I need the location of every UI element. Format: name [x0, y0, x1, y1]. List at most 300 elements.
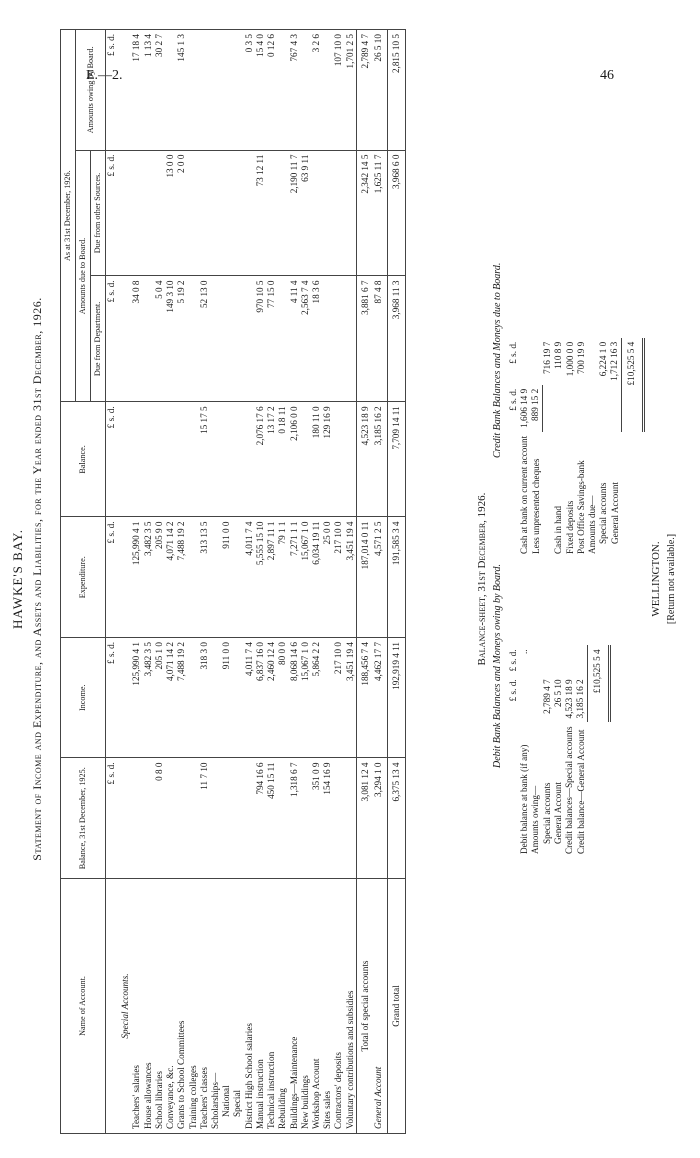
cell-balance-1925 — [345, 758, 357, 879]
col-balance-1925-header: Balance, 31st December, 1925. — [61, 758, 106, 879]
bs-col2 — [575, 645, 587, 675]
cell-expenditure: 15,067 1 0 — [300, 517, 311, 638]
bs-row — [576, 338, 587, 558]
cell-balance-1925 — [232, 758, 243, 879]
lsd-cell: £ s. d. — [106, 402, 118, 517]
cell-balance-1925 — [143, 758, 154, 879]
table-row — [244, 30, 255, 1134]
cell-balance-1925: 6,375 13 4 — [388, 758, 406, 879]
cell-expenditure: 4,071 14 2 — [165, 517, 176, 638]
bs-label: Amounts owing— — [530, 785, 541, 854]
cell-due-other — [266, 150, 277, 276]
cell-owing: 30 2 7 — [154, 30, 165, 151]
lsd-cell: £ s. d. — [106, 276, 118, 402]
col-name-header: Name of Account. — [61, 878, 106, 1133]
section-row — [117, 30, 131, 1134]
lsd-cell: £ s. d. — [508, 388, 518, 411]
table-row — [277, 30, 288, 1134]
cell-income: 217 10 0 — [333, 637, 344, 758]
col-due-other-header: Due from other Sources. — [91, 150, 106, 276]
row-name: House allowances — [143, 878, 154, 1133]
cell-owing — [322, 30, 333, 151]
cell-balance: 2,076 17 6 — [255, 402, 266, 517]
bs-col2: .. — [519, 649, 530, 655]
cell-balance — [188, 402, 199, 517]
bs-col1 — [565, 385, 576, 432]
bs-col2 — [587, 338, 598, 385]
bs-row — [519, 338, 530, 558]
grand-total-row — [388, 30, 406, 1134]
bs-col2: 110 8 9 — [553, 341, 564, 370]
district-title: HAWKE'S BAY. — [10, 529, 25, 629]
cell-due-dept — [210, 276, 221, 402]
bs-col1 — [609, 385, 621, 432]
table-row — [289, 30, 300, 1134]
cell-due-dept — [322, 276, 333, 402]
cell-due-other — [199, 150, 210, 276]
cell-due-dept — [244, 276, 255, 402]
cell-owing: 0 12 6 — [266, 30, 277, 151]
cell-balance — [300, 402, 311, 517]
cell-balance-1925 — [333, 758, 344, 879]
row-name: Teachers' classes — [199, 878, 210, 1133]
cell-balance-1925: 154 16 9 — [322, 758, 333, 879]
cell-balance-1925: 1,318 6 7 — [289, 758, 300, 879]
table-row — [176, 30, 187, 1134]
cell-due-dept — [143, 276, 154, 402]
row-name: Teachers' salaries — [131, 878, 142, 1133]
table-row — [333, 30, 344, 1134]
bs-row — [598, 338, 609, 558]
cell-owing: 3 2 6 — [311, 30, 322, 151]
cell-balance: 4,523 18 9 — [356, 402, 373, 517]
cell-owing — [210, 30, 221, 151]
cell-due-other: 2 0 0 — [176, 150, 187, 276]
cell-due-other: 1,625 11 7 — [373, 150, 388, 276]
col-owing-header: Amounts owing by Board. — [76, 30, 106, 151]
cell-income: 125,990 4 1 — [131, 637, 142, 758]
bs-row — [565, 338, 576, 558]
bs-col2 — [542, 645, 553, 675]
cell-balance — [232, 402, 243, 517]
cell-income: 4,462 17 7 — [373, 637, 388, 758]
cell-balance — [333, 402, 344, 517]
bs-row — [575, 645, 587, 858]
bs-col2 — [530, 645, 541, 675]
bs-col1: 889 15 2 — [530, 385, 542, 432]
cell-due-dept — [188, 276, 199, 402]
table-row — [199, 30, 210, 1134]
cell-due-dept — [277, 276, 288, 402]
lsd-cell: £ s. d. — [508, 341, 518, 364]
cell-due-dept: 149 3 10 — [165, 276, 176, 402]
cell-expenditure — [188, 517, 199, 638]
bs-col1: 3,185 16 2 — [575, 679, 586, 719]
bs-col2 — [530, 338, 542, 385]
cell-owing: 15 4 0 — [255, 30, 266, 151]
cell-due-other — [333, 150, 344, 276]
cell-balance-1925 — [300, 758, 311, 879]
row-name: Buildings—Maintenance — [289, 878, 300, 1133]
col-expenditure-header: Expenditure. — [61, 517, 106, 638]
row-name: Total of special accounts — [356, 878, 373, 1133]
bs-label: Special accounts — [598, 482, 609, 544]
cell-expenditure: 4,571 2 5 — [373, 517, 388, 638]
cell-owing: 17 18 4 — [131, 30, 142, 151]
cell-expenditure: 217 10 0 — [333, 517, 344, 638]
cell-expenditure: 187,014 0 11 — [356, 517, 373, 638]
cell-balance: 2,106 0 0 — [289, 402, 300, 517]
cell-expenditure: 125,990 4 1 — [131, 517, 142, 638]
table-row — [266, 30, 277, 1134]
cell-due-other: 63 9 11 — [300, 150, 311, 276]
cell-income: 205 1 0 — [154, 637, 165, 758]
table-row — [345, 30, 357, 1134]
lsd-cell: £ s. d. — [508, 649, 518, 672]
row-name: Grand total — [388, 878, 406, 1133]
cell-balance — [176, 402, 187, 517]
row-name: General Account — [373, 878, 388, 1133]
bs-row — [519, 645, 530, 858]
cell-due-other — [345, 150, 357, 276]
cell-balance — [154, 402, 165, 517]
cell-due-dept: 4 11 4 — [289, 276, 300, 402]
bs-lsd-row — [508, 338, 519, 558]
cell-balance-1925: 794 16 6 — [255, 758, 266, 879]
row-name: Special — [232, 878, 243, 1133]
cell-expenditure: 911 0 0 — [221, 517, 232, 638]
cell-expenditure: 313 13 5 — [199, 517, 210, 638]
cell-balance-1925 — [176, 758, 187, 879]
cell-owing: 0 3 5 — [244, 30, 255, 151]
cell-income: 318 3 0 — [199, 637, 210, 758]
cell-income: 4,011 7 4 — [244, 637, 255, 758]
cell-due-other: 3,968 6 0 — [388, 150, 406, 276]
cell-owing — [221, 30, 232, 151]
cell-expenditure: 191,585 3 4 — [388, 517, 406, 638]
bs-row — [609, 338, 621, 558]
lsd-cell: £ s. d. — [106, 637, 118, 758]
cell-due-other — [154, 150, 165, 276]
cell-owing: 1 13 4 — [143, 30, 154, 151]
cell-due-dept: 3,881 6 7 — [356, 276, 373, 402]
row-name: Training colleges — [188, 878, 199, 1133]
bs-col2: 6,224 1 0 — [598, 341, 609, 377]
cell-due-other — [277, 150, 288, 276]
bs-label: Debit balance at bank (if any) — [519, 744, 530, 854]
cell-expenditure: 3,482 3 5 — [143, 517, 154, 638]
cell-income: 8,068 14 6 — [289, 637, 300, 758]
cell-balance: 13 17 2 — [266, 402, 277, 517]
cell-balance — [143, 402, 154, 517]
bs-label: Fixed deposits — [564, 500, 575, 554]
table-row — [188, 30, 199, 1134]
cell-income — [188, 637, 199, 758]
cell-due-dept: 5 0 4 — [154, 276, 165, 402]
bs-col2: 700 19 9 — [575, 341, 586, 374]
cell-balance: 129 16 9 — [322, 402, 333, 517]
cell-due-dept: 5 19 2 — [176, 276, 187, 402]
cell-owing — [232, 30, 243, 151]
cell-balance: 180 11 0 — [311, 402, 322, 517]
footer-note: [Return not available.] — [666, 533, 677, 625]
bs-col1 — [519, 675, 530, 722]
cell-balance-1925: 0 8 0 — [154, 758, 165, 879]
bs-lsd-row — [508, 645, 519, 858]
cell-income: 4,071 14 2 — [165, 637, 176, 758]
debit-subtitle: Debit Bank Balances and Moneys owing by Board. — [492, 563, 503, 768]
bs-col1 — [553, 385, 564, 432]
cell-expenditure: 2,897 11 1 — [266, 517, 277, 638]
table-row — [143, 30, 154, 1134]
cell-owing — [165, 30, 176, 151]
table-row — [300, 30, 311, 1134]
cell-due-dept: 87 4 8 — [373, 276, 388, 402]
cell-balance-1925 — [165, 758, 176, 879]
lsd-cell: £ s. d. — [106, 30, 118, 151]
table-row — [210, 30, 221, 1134]
cell-due-dept — [221, 276, 232, 402]
row-name: District High School salaries — [244, 878, 255, 1133]
lsd-cell: £ s. d. — [106, 150, 118, 276]
cell-balance-1925: 11 7 10 — [199, 758, 210, 879]
lsd-cell-name — [106, 878, 118, 1133]
col-due-dept-header: Due from Department. — [91, 276, 106, 402]
cell-expenditure: 7,488 19 2 — [176, 517, 187, 638]
cell-expenditure: 7,271 1 1 — [289, 517, 300, 638]
bs-total: £10,525 5 4 — [587, 645, 609, 722]
page-number: 46 — [600, 68, 614, 83]
cell-balance — [131, 402, 142, 517]
cell-income: 2,460 12 4 — [266, 637, 277, 758]
cell-owing — [188, 30, 199, 151]
row-name: Technical instruction — [266, 878, 277, 1133]
bs-col1: 4,523 18 9 — [564, 679, 575, 719]
cell-balance-1925: 3,081 12 4 — [356, 758, 373, 879]
cell-income — [232, 637, 243, 758]
cell-income: 3,451 19 4 — [345, 637, 357, 758]
cell-balance-1925 — [277, 758, 288, 879]
cell-owing: 145 1 3 — [176, 30, 187, 151]
statement-title: Statement of Income and Expenditure, and Assets and Liabilities, for the Year ended 31st December, 1926. — [30, 297, 44, 861]
bs-col1 — [587, 385, 598, 432]
cell-due-other — [188, 150, 199, 276]
cell-expenditure: 5,555 15 10 — [255, 517, 266, 638]
bs-row — [542, 645, 553, 858]
bs-label: Special accounts — [541, 782, 552, 844]
cell-due-other — [221, 150, 232, 276]
cell-balance — [210, 402, 221, 517]
bs-row — [530, 645, 541, 858]
bs-label — [542, 432, 553, 558]
cell-income: 5,864 2 2 — [311, 637, 322, 758]
bs-row — [553, 338, 564, 558]
total-special-row — [356, 30, 373, 1134]
cell-income — [322, 637, 333, 758]
cell-balance-1925 — [221, 758, 232, 879]
cell-balance: 15 17 5 — [199, 402, 210, 517]
bs-label: Credit balance—General Account — [575, 729, 586, 854]
cell-due-dept: 18 3 6 — [311, 276, 322, 402]
row-name: School libraries — [154, 878, 165, 1133]
row-name: Grants to School Committees — [176, 878, 187, 1133]
cell-balance — [165, 402, 176, 517]
cell-expenditure — [210, 517, 221, 638]
cell-income: 15,067 1 0 — [300, 637, 311, 758]
table-row — [232, 30, 243, 1134]
cell-owing — [277, 30, 288, 151]
cell-due-dept: 77 15 0 — [266, 276, 277, 402]
cell-owing: 2,815 10 5 — [388, 30, 406, 151]
cell-due-dept — [232, 276, 243, 402]
cell-balance: 0 18 11 — [277, 402, 288, 517]
cell-income: 911 0 0 — [221, 637, 232, 758]
row-name: Contractors' deposits — [333, 878, 344, 1133]
bs-row — [553, 645, 564, 858]
cell-due-dept: 970 10 5 — [255, 276, 266, 402]
account-rows — [131, 30, 356, 1134]
bs-label: Credit balances—Special accounts — [564, 726, 575, 854]
bs-label: Less unpresented cheques — [530, 458, 541, 554]
cell-balance-1925 — [188, 758, 199, 879]
bs-col1: 1,606 14 9 — [519, 388, 530, 428]
row-name: Manual instruction — [255, 878, 266, 1133]
bs-row — [542, 338, 553, 558]
cell-balance-1925: 351 0 9 — [311, 758, 322, 879]
cell-income: 3,482 3 5 — [143, 637, 154, 758]
cell-income: 6,837 16 0 — [255, 637, 266, 758]
cell-due-other: 2,190 11 7 — [289, 150, 300, 276]
table-row — [154, 30, 165, 1134]
cell-owing: 26 5 10 — [373, 30, 388, 151]
table-row — [165, 30, 176, 1134]
cell-balance-1925 — [131, 758, 142, 879]
cell-owing — [199, 30, 210, 151]
bs-total-row — [621, 338, 643, 558]
bs-col2 — [564, 645, 575, 675]
cell-balance-1925: 3,294 1 0 — [373, 758, 388, 879]
row-name: Sites sales — [322, 878, 333, 1133]
cell-owing: 1,701 2 5 — [345, 30, 357, 151]
cell-balance — [221, 402, 232, 517]
col-income-header: Income. — [61, 637, 106, 758]
bs-col1 — [598, 385, 609, 432]
row-name: Scholarships— — [210, 878, 221, 1133]
cell-due-other — [322, 150, 333, 276]
cell-expenditure: 6,034 19 11 — [311, 517, 322, 638]
bs-col2: 1,712 16 3 — [609, 341, 620, 381]
debit-table — [508, 645, 611, 858]
cell-balance: 7,709 14 11 — [388, 402, 406, 517]
cell-income: 7,488 19 2 — [176, 637, 187, 758]
cell-due-other: 73 12 11 — [255, 150, 266, 276]
cell-expenditure: 205 9 0 — [154, 517, 165, 638]
cell-balance-1925 — [210, 758, 221, 879]
footer-place: WELLINGTON. — [650, 541, 662, 617]
cell-expenditure — [232, 517, 243, 638]
cell-due-other — [311, 150, 322, 276]
bs-label: Amounts due— — [587, 495, 598, 554]
lsd-cell: £ s. d. — [508, 679, 518, 702]
credit-table — [508, 338, 645, 558]
col-due-to-board-header: Amounts due to Board. — [76, 150, 91, 402]
bs-label: Cash at bank on current account — [519, 435, 530, 554]
row-name: National — [221, 878, 232, 1133]
cell-due-other: 2,342 14 5 — [356, 150, 373, 276]
cell-due-dept: 52 13 0 — [199, 276, 210, 402]
bs-col1 — [542, 385, 553, 432]
lsd-cell: £ s. d. — [106, 758, 118, 879]
cell-due-dept: 3,968 11 3 — [388, 276, 406, 402]
row-name: Workshop Account — [311, 878, 322, 1133]
lsd-row — [106, 30, 118, 1134]
cell-expenditure: 25 0 0 — [322, 517, 333, 638]
cell-income: 188,456 7 4 — [356, 637, 373, 758]
cell-due-other — [232, 150, 243, 276]
bs-row — [587, 338, 598, 558]
bs-col2: 716 19 7 — [542, 341, 553, 374]
cell-owing: 107 10 0 — [333, 30, 344, 151]
row-name: Rebuilding — [277, 878, 288, 1133]
bs-col1: 2,789 4 7 — [541, 679, 552, 714]
cell-income: 192,919 4 11 — [388, 637, 406, 758]
credit-subtitle: Credit Bank Balances and Moneys due to Board. — [492, 262, 503, 458]
bs-col1 — [530, 675, 541, 722]
lsd-cell: £ s. d. — [106, 517, 118, 638]
row-name: Conveyance, &c. — [165, 878, 176, 1133]
cell-expenditure: 4,011 7 4 — [244, 517, 255, 638]
cell-due-other: 13 0 0 — [165, 150, 176, 276]
bs-col1 — [576, 385, 587, 432]
page-code: E.—2. — [86, 68, 123, 83]
bs-row — [564, 645, 575, 858]
section-label: Special Accounts. — [117, 878, 131, 1133]
bs-label: General Account — [609, 482, 620, 544]
col-balance-header: Balance. — [61, 402, 106, 517]
cell-due-other — [143, 150, 154, 276]
cell-balance — [345, 402, 357, 517]
table-row — [322, 30, 333, 1134]
cell-owing: 767 4 3 — [289, 30, 300, 151]
table-row — [131, 30, 142, 1134]
cell-due-dept — [345, 276, 357, 402]
cell-due-dept: 2,563 7 4 — [300, 276, 311, 402]
cell-due-dept — [333, 276, 344, 402]
bs-total-row — [587, 645, 609, 858]
bs-label: Cash in hand — [553, 506, 564, 554]
cell-balance — [244, 402, 255, 517]
row-name: Voluntary contributions and subsidies — [345, 878, 357, 1133]
cell-due-other — [131, 150, 142, 276]
col-as-at-header: As at 31st December, 1926. — [61, 30, 76, 402]
cell-balance-1925 — [244, 758, 255, 879]
cell-income — [210, 637, 221, 758]
cell-expenditure: 3,451 19 4 — [345, 517, 357, 638]
balance-sheet-title: Balance-sheet, 31st December, 1926. — [476, 492, 488, 666]
income-expenditure-table — [60, 29, 406, 1134]
cell-due-other — [210, 150, 221, 276]
bs-total: £10,525 5 4 — [621, 338, 643, 432]
cell-owing — [300, 30, 311, 151]
cell-income: 80 0 0 — [277, 637, 288, 758]
bs-col2: 1,000 0 0 — [564, 341, 575, 377]
cell-balance: 3,185 16 2 — [373, 402, 388, 517]
cell-due-dept: 34 0 8 — [131, 276, 142, 402]
cell-balance-1925: 450 15 11 — [266, 758, 277, 879]
bs-label: Post Office Savings-bank — [575, 460, 586, 554]
cell-owing: 2,789 4 7 — [356, 30, 373, 151]
table-row — [221, 30, 232, 1134]
